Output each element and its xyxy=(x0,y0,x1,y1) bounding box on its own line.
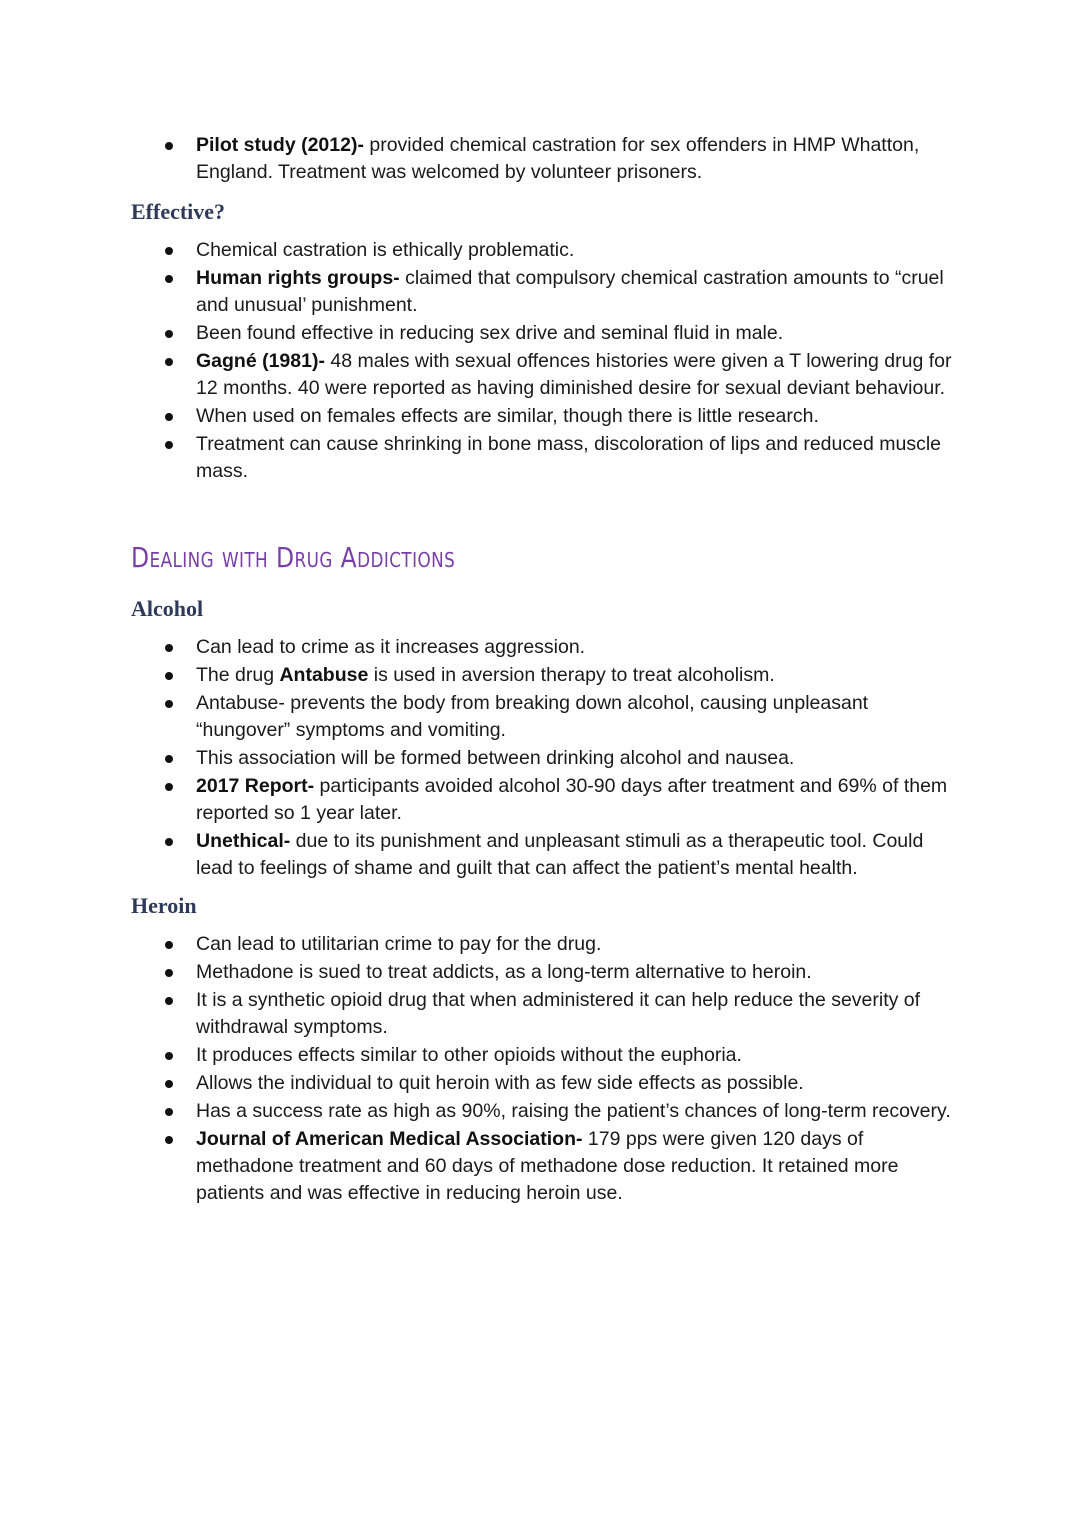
bullet-item xyxy=(196,959,956,986)
bullet-item xyxy=(196,745,956,772)
bullet-item xyxy=(196,634,956,661)
bullet-text: Methadone is sued to treat addicts, as a long-term alternative to heroin. xyxy=(196,961,812,983)
bullet-text: When used on females effects are similar, though there is little research. xyxy=(196,405,819,427)
bullet-text: Can lead to utilitarian crime to pay for the drug. xyxy=(196,933,602,955)
bullet-text: Chemical castration is ethically problematic. xyxy=(196,239,575,261)
effective-heading: Effective? xyxy=(131,199,226,224)
bullet-bold: 2017 Report- xyxy=(196,775,315,797)
bullet-text: It produces effects similar to other opioids without the euphoria. xyxy=(196,1044,742,1066)
bullet-text: 179 pps were given 120 days of methadone treatment and 60 days of methadone dose reduction. It retained more patients and was effective in reducing heroin use. xyxy=(196,1128,899,1204)
bullet-item xyxy=(196,1126,956,1207)
bullet-text: Treatment can cause shrinking in bone mass, discoloration of lips and reduced muscle mass. xyxy=(196,433,941,482)
bullet-text: Has a success rate as high as 90%, raising the patient’s chances of long-term recovery. xyxy=(196,1100,951,1122)
effective-list xyxy=(196,237,956,486)
alcohol-list xyxy=(196,634,956,883)
bullet-text-before: The drug xyxy=(196,664,280,686)
bullet-item xyxy=(196,237,956,264)
bullet-bold: Unethical- xyxy=(196,830,291,852)
alcohol-heading: Alcohol xyxy=(131,596,204,621)
bullet-bold: Antabuse xyxy=(279,664,369,686)
bullet-item xyxy=(196,1070,956,1097)
bullet-item xyxy=(196,690,956,744)
bullet-item xyxy=(196,662,956,689)
heroin-list xyxy=(196,931,956,1208)
bullet-item xyxy=(196,1042,956,1069)
bullet-text: claimed that compulsory chemical castration amounts to “cruel and unusual’ punishment. xyxy=(196,267,944,316)
bullet-item xyxy=(196,931,956,958)
bullet-text: Antabuse- prevents the body from breaking down alcohol, causing unpleasant “hungover” symptoms and vomiting. xyxy=(196,692,869,741)
bullet-item xyxy=(196,773,956,827)
bullet-text: participants avoided alcohol 30-90 days after treatment and 69% of them reported so 1 year later. xyxy=(196,775,948,824)
bullet-item xyxy=(196,431,956,485)
bullet-bold: Pilot study (2012)- xyxy=(196,134,364,156)
bullet-item xyxy=(196,987,956,1041)
bullet-text: It is a synthetic opioid drug that when administered it can help reduce the severity of withdrawal symptoms. xyxy=(196,989,921,1038)
bullet-item xyxy=(196,348,956,402)
bullet-item xyxy=(196,1098,956,1125)
bullet-item xyxy=(196,403,956,430)
bullet-text: This association will be formed between drinking alcohol and nausea. xyxy=(196,747,795,769)
section-title: Dealing with Drug Addictions xyxy=(131,541,456,574)
bullet-item xyxy=(196,828,956,882)
bullet-bold: Journal of American Medical Association- xyxy=(196,1128,583,1150)
bullet-bold: Gagné (1981)- xyxy=(196,350,325,372)
bullet-text: due to its punishment and unpleasant stimuli as a therapeutic tool. Could lead to feelings of shame and guilt that can affect the patient’s mental health. xyxy=(196,830,924,879)
bullet-text: is used in aversion therapy to treat alcoholism. xyxy=(368,664,775,686)
bullet-text: 48 males with sexual offences histories were given a T lowering drug for 12 months. 40 were reported as having diminished desire for sexual deviant behaviour. xyxy=(196,350,952,399)
bullet-text: Allows the individual to quit heroin with as few side effects as possible. xyxy=(196,1072,804,1094)
bullet-text: provided chemical castration for sex offenders in HMP Whatton, England. Treatment was welcomed by volunteer prisoners. xyxy=(196,134,920,183)
bullet-bold: Human rights groups- xyxy=(196,267,400,289)
intro-list xyxy=(196,132,956,187)
bullet-text: Can lead to crime as it increases aggression. xyxy=(196,636,586,658)
bullet-text: Been found effective in reducing sex drive and seminal fluid in male. xyxy=(196,322,784,344)
bullet-item xyxy=(196,132,956,186)
bullet-item xyxy=(196,265,956,319)
bullet-item xyxy=(196,320,956,347)
heroin-heading: Heroin xyxy=(131,893,197,918)
